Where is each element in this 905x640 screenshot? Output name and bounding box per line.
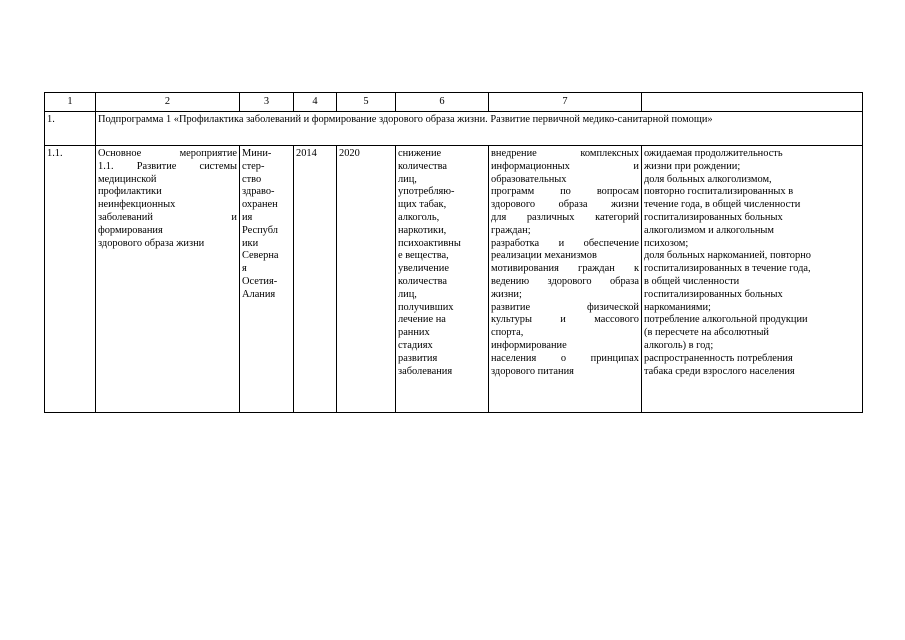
directions-line: ведению здорового образа	[491, 275, 639, 287]
header-cell-8	[642, 93, 863, 112]
executor-line: я	[242, 263, 247, 275]
end-year: 2020	[337, 146, 396, 413]
result-line: лиц,	[398, 173, 417, 185]
directions-line: спорта,	[491, 327, 524, 339]
indicator-line: табака среди взрослого населения	[644, 365, 795, 377]
result-line: лиц,	[398, 288, 417, 300]
directions-line: разработка и обеспечение	[491, 237, 639, 249]
header-row	[45, 93, 863, 112]
subprogram-number: 1.	[45, 112, 96, 146]
executor-line: охранен	[242, 199, 278, 211]
result-line: снижение	[398, 148, 442, 159]
directions-line: населения о принципах	[491, 352, 639, 364]
header-cell-7: 7	[489, 93, 642, 112]
executor-line: Республ	[242, 224, 278, 236]
main-directions	[489, 146, 642, 413]
directions-line: программ по вопросам	[491, 186, 639, 198]
start-year: 2014	[294, 146, 337, 413]
directions-line: развитие физической	[491, 301, 639, 313]
result-line: увеличение	[398, 263, 449, 275]
result-line: заболевания	[398, 365, 453, 377]
executor-line: Алания	[242, 288, 276, 300]
directions-line: реализации механизмов	[491, 250, 597, 262]
indicator-line: психозом;	[644, 237, 689, 249]
directions-line: граждан;	[491, 224, 531, 236]
indicator-line: доля больных алкоголизмом,	[644, 173, 772, 185]
subprogram-title: Подпрограмма 1 «Профилактика заболеваний и формирование здорового образа жизни. Развитие первичной медико-санитарной помощи»	[96, 112, 863, 146]
indicator-line: госпитализированных больных	[644, 211, 783, 223]
indicator-line: повторно госпитализированных в	[644, 186, 794, 198]
measure-line: 1.1. Развитие системы	[98, 160, 237, 172]
result-line: лечение на	[398, 314, 446, 326]
indicator-line: жизни при рождении;	[644, 160, 741, 172]
directions-line: информационных и	[491, 160, 639, 172]
program-table	[44, 92, 863, 413]
indicator-line: алкоголь) в год;	[644, 339, 714, 351]
directions-line: культуры и массового	[491, 314, 639, 326]
measure-line: профилактики	[98, 186, 162, 198]
measure-line: формирования	[98, 224, 163, 236]
header-cell-3: 3	[240, 93, 294, 112]
indicator-line: течение года, в общей численности	[644, 199, 801, 211]
directions-line: внедрение комплексных	[491, 148, 639, 159]
result-line: ранних	[398, 327, 430, 339]
header-cell-6: 6	[396, 93, 489, 112]
indicator-line: госпитализированных больных	[644, 288, 783, 300]
executor-line: здраво-	[242, 186, 275, 198]
measure-line: здорового образа жизни	[98, 237, 205, 249]
result-line: количества	[398, 160, 447, 172]
measure-number: 1.1.	[45, 146, 96, 413]
result-line: щих табак,	[398, 199, 447, 211]
target-indicators	[642, 146, 863, 413]
directions-line: жизни;	[491, 288, 522, 300]
executor-line: Мини-	[242, 148, 272, 159]
executor-line: стер-	[242, 160, 265, 172]
indicator-line: ожидаемая продолжительность	[644, 148, 783, 159]
expected-result	[396, 146, 489, 413]
header-cell-2: 2	[96, 93, 240, 112]
indicator-line: наркоманиями;	[644, 301, 711, 313]
subprogram-row	[45, 112, 863, 146]
executor-line: ия	[242, 211, 253, 223]
executor-line: ики	[242, 237, 259, 249]
result-line: психоактивны	[398, 237, 461, 249]
measure-line: неинфекционных	[98, 199, 176, 211]
measure-line: Основное мероприятие	[98, 148, 237, 159]
result-line: наркотики,	[398, 224, 447, 236]
indicator-line: алкоголизмом и алкогольным	[644, 224, 774, 236]
directions-line: информирование	[491, 339, 567, 351]
result-line: употребляю-	[398, 186, 455, 198]
directions-line: для различных категорий	[491, 211, 639, 223]
indicator-line: госпитализированных в течение года,	[644, 263, 811, 275]
result-line: стадиях	[398, 339, 433, 351]
directions-line: здорового образа жизни	[491, 199, 639, 211]
indicator-line: в общей численности	[644, 275, 740, 287]
measure-name	[96, 146, 240, 413]
indicator-line: распространенность потребления	[644, 352, 793, 364]
header-cell-1: 1	[45, 93, 96, 112]
executor	[240, 146, 294, 413]
directions-line: образовательных	[491, 173, 567, 185]
indicator-line: (в пересчете на абсолютный	[644, 327, 769, 339]
executor-line: Осетия-	[242, 275, 278, 287]
directions-line: мотивирования граждан к	[491, 263, 639, 275]
executor-line: ство	[242, 173, 262, 185]
directions-line: здорового питания	[491, 365, 574, 377]
header-cell-5: 5	[337, 93, 396, 112]
result-line: получивших	[398, 301, 454, 313]
measure-line: заболеваний и	[98, 211, 237, 223]
indicator-line: потребление алкогольной продукции	[644, 314, 808, 326]
measure-line: медицинской	[98, 173, 157, 185]
result-line: развития	[398, 352, 438, 364]
header-cell-4: 4	[294, 93, 337, 112]
indicator-line: доля больных наркоманией, повторно	[644, 250, 811, 262]
result-line: алкоголь,	[398, 211, 440, 223]
executor-line: Северна	[242, 250, 279, 262]
result-line: е вещества,	[398, 250, 449, 262]
measure-row	[45, 146, 863, 413]
result-line: количества	[398, 275, 447, 287]
